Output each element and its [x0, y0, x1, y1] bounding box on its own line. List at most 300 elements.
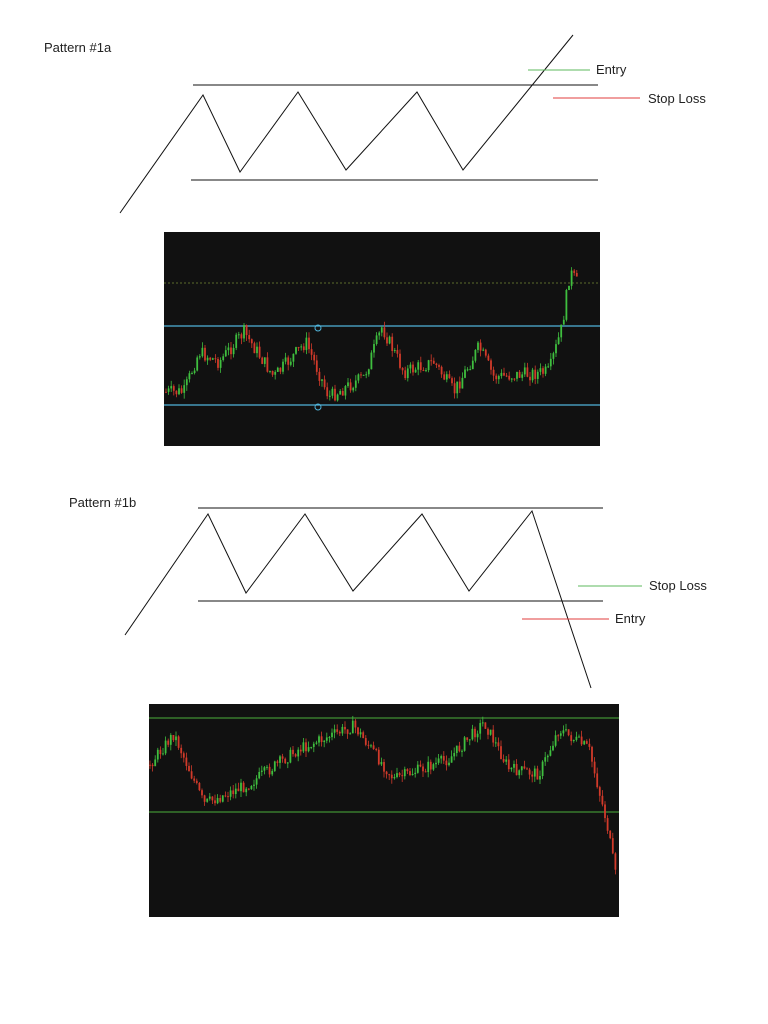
candle-body — [529, 377, 531, 380]
candle-body — [435, 763, 437, 764]
candle-body — [555, 735, 557, 746]
candle-body — [498, 742, 500, 746]
candle-body — [467, 369, 469, 370]
candle-body — [487, 729, 489, 735]
candle-body — [170, 735, 172, 745]
candle-body — [248, 789, 250, 790]
pattern-1a-price-chart — [164, 232, 600, 446]
candle-body — [516, 764, 518, 775]
candle-body — [417, 362, 419, 369]
candle-body — [505, 759, 507, 761]
candle-body — [451, 378, 453, 383]
candle-body — [547, 366, 549, 367]
candle-body — [347, 729, 349, 733]
candle-body — [475, 350, 477, 361]
candle-body — [303, 742, 305, 751]
candle-body — [461, 751, 463, 752]
candle-body — [493, 370, 495, 376]
candle-body — [303, 346, 305, 350]
candle-body — [173, 386, 175, 391]
candle-body — [360, 732, 362, 734]
candle-body — [563, 730, 565, 733]
candle-body — [591, 747, 593, 762]
candle-body — [264, 767, 266, 770]
candle-body — [321, 736, 323, 742]
candle-body — [350, 382, 352, 390]
candle-body — [420, 765, 422, 767]
candle-body — [204, 348, 206, 361]
candle-body — [321, 379, 323, 380]
candle-body — [243, 325, 245, 338]
candle-body — [446, 374, 448, 379]
candle-body — [319, 372, 321, 381]
candle-body — [290, 750, 292, 763]
pattern-1a-entry-label: Entry — [596, 62, 627, 77]
candle-body — [222, 356, 224, 360]
candle-body — [508, 376, 510, 380]
candle-body — [225, 795, 227, 796]
candle-body — [542, 762, 544, 776]
candle-body — [573, 740, 575, 741]
candle-body — [402, 368, 404, 370]
candle-body — [440, 756, 442, 758]
candle-body — [258, 772, 260, 778]
candle-body — [207, 358, 209, 361]
candle-body — [261, 771, 263, 772]
candle-body — [331, 733, 333, 737]
candle-body — [568, 286, 570, 290]
candle-body — [233, 348, 235, 354]
pattern-1b-title: Pattern #1b — [69, 495, 137, 510]
candle-body — [152, 765, 154, 766]
candle-body — [329, 737, 331, 738]
pattern-1b-entry-label: Entry — [615, 611, 646, 626]
candle-body — [394, 777, 396, 778]
candle-body — [396, 773, 398, 777]
candle-body — [560, 733, 562, 735]
candle-body — [542, 368, 544, 374]
candle-body — [266, 767, 268, 768]
candle-body — [217, 359, 219, 368]
candle-body — [202, 348, 204, 356]
candle-body — [375, 749, 377, 750]
candle-body — [599, 787, 601, 796]
candle-body — [495, 742, 497, 743]
candle-body — [596, 773, 598, 787]
candle-body — [264, 357, 266, 364]
candle-body — [566, 290, 568, 320]
candle-body — [570, 735, 572, 741]
candle-body — [178, 388, 180, 394]
candle-body — [381, 762, 383, 764]
candle-body — [316, 743, 318, 744]
candle-body — [602, 796, 604, 805]
candle-body — [370, 745, 372, 746]
candle-body — [272, 371, 274, 375]
candle-body — [576, 273, 578, 277]
candle-body — [235, 335, 237, 348]
candle-body — [381, 327, 383, 332]
candle-body — [550, 359, 552, 367]
candle-body — [433, 361, 435, 364]
candle-body — [326, 387, 328, 396]
candle-body — [298, 347, 300, 348]
candle-body — [425, 771, 427, 772]
candle-body — [300, 346, 302, 347]
candle-body — [500, 746, 502, 759]
candle-body — [466, 737, 468, 740]
candle-body — [438, 758, 440, 762]
candle-body — [399, 354, 401, 368]
candle-body — [477, 343, 479, 350]
candle-body — [243, 783, 245, 792]
candle-body — [511, 379, 513, 380]
candle-body — [256, 778, 258, 784]
candle-body — [160, 750, 162, 754]
candle-body — [251, 339, 253, 343]
candle-body — [368, 369, 370, 374]
candle-body — [521, 766, 523, 770]
candle-body — [358, 374, 360, 380]
candle-body — [324, 379, 326, 387]
candle-body — [245, 789, 247, 793]
candle-body — [482, 722, 484, 723]
candle-body — [394, 350, 396, 351]
candle-body — [308, 747, 310, 751]
candle-body — [573, 271, 575, 273]
candle-body — [196, 357, 198, 370]
candle-body — [157, 750, 159, 760]
candle-body — [220, 360, 222, 368]
candle-body — [430, 762, 432, 770]
candle-body — [326, 737, 328, 740]
candle-body — [261, 358, 263, 364]
candle-body — [615, 853, 617, 869]
candle-body — [545, 367, 547, 374]
candle-body — [323, 741, 325, 742]
candle-body — [527, 367, 529, 376]
candle-body — [534, 769, 536, 777]
candle-body — [209, 797, 211, 799]
candle-body — [464, 737, 466, 750]
candle-body — [449, 374, 451, 378]
candle-body — [267, 357, 269, 371]
candle-body — [225, 350, 227, 356]
candle-body — [503, 759, 505, 762]
candle-body — [446, 761, 448, 766]
candle-body — [557, 735, 559, 736]
candle-body — [248, 335, 250, 339]
candle-body — [279, 756, 281, 763]
candle-body — [578, 737, 580, 738]
candle-body — [386, 772, 388, 775]
candle-body — [292, 750, 294, 754]
candle-body — [540, 368, 542, 372]
candle-body — [586, 741, 588, 744]
candle-body — [417, 765, 419, 773]
candle-body — [433, 764, 435, 769]
candle-body — [581, 737, 583, 745]
candle-body — [422, 766, 424, 771]
candle-body — [168, 388, 170, 391]
candle-body — [293, 354, 295, 362]
candle-body — [253, 785, 255, 786]
candle-body — [347, 382, 349, 386]
candle-body — [550, 750, 552, 755]
candle-body — [568, 729, 570, 735]
pattern-1b-price-path — [125, 511, 591, 688]
candle-body — [282, 756, 284, 758]
candle-body — [282, 362, 284, 372]
candle-body — [459, 382, 461, 389]
candle-body — [376, 335, 378, 344]
candle-body — [565, 729, 567, 730]
candle-body — [443, 374, 445, 379]
candle-body — [391, 337, 393, 351]
candle-body — [274, 761, 276, 770]
candle-body — [241, 334, 243, 338]
candle-body — [300, 750, 302, 752]
candle-body — [576, 737, 578, 740]
candle-body — [516, 372, 518, 379]
candle-body — [498, 376, 500, 379]
candle-body — [503, 373, 505, 376]
candle-body — [173, 735, 175, 740]
candle-body — [448, 763, 450, 765]
candle-body — [479, 723, 481, 734]
candle-body — [329, 396, 331, 397]
candle-body — [404, 769, 406, 776]
candle-body — [456, 746, 458, 753]
candle-body — [188, 766, 190, 771]
candle-body — [553, 353, 555, 359]
candle-body — [251, 786, 253, 789]
candle-body — [604, 804, 606, 818]
candle-body — [209, 358, 211, 360]
candle-body — [589, 744, 591, 747]
candle-body — [311, 349, 313, 355]
candle-body — [511, 768, 513, 769]
candle-body — [563, 320, 565, 325]
candle-body — [285, 357, 287, 361]
candle-body — [423, 370, 425, 371]
candle-body — [552, 746, 554, 751]
candle-body — [399, 773, 401, 775]
candle-body — [415, 370, 417, 373]
candle-body — [594, 762, 596, 774]
candle-body — [397, 350, 399, 354]
candle-body — [524, 766, 526, 768]
candle-body — [571, 271, 573, 286]
pattern-1a-price-path — [120, 35, 573, 213]
candle-body — [297, 750, 299, 757]
candle-body — [149, 765, 151, 766]
candle-body — [383, 762, 385, 772]
candle-body — [456, 382, 458, 394]
candle-body — [193, 779, 195, 781]
candle-body — [430, 360, 432, 361]
candle-body — [178, 736, 180, 747]
candle-body — [246, 325, 248, 335]
candle-body — [609, 831, 611, 838]
candle-body — [175, 736, 177, 740]
candle-body — [186, 379, 188, 385]
candle-body — [256, 347, 258, 353]
candle-body — [295, 754, 297, 756]
candle-body — [165, 392, 167, 393]
candle-body — [472, 361, 474, 369]
candle-body — [269, 767, 271, 775]
candle-body — [232, 790, 234, 794]
candle-body — [254, 343, 256, 353]
candle-body — [167, 741, 169, 745]
candle-body — [583, 741, 585, 744]
candle-body — [228, 348, 230, 351]
candle-body — [414, 773, 416, 774]
candle-body — [436, 364, 438, 365]
candle-body — [420, 362, 422, 370]
candle-body — [462, 378, 464, 389]
candle-body — [227, 796, 229, 797]
candle-body — [215, 358, 217, 359]
candle-body — [464, 370, 466, 378]
candle-body — [290, 362, 292, 365]
candle-body — [162, 753, 164, 754]
candle-body — [313, 744, 315, 747]
candle-body — [547, 756, 549, 757]
candle-body — [534, 370, 536, 379]
candle-body — [389, 337, 391, 344]
pattern-1a-title: Pattern #1a — [44, 40, 112, 55]
candle-body — [544, 757, 546, 761]
candle-body — [459, 746, 461, 752]
candle-body — [412, 774, 414, 775]
candle-body — [360, 374, 362, 375]
candle-body — [404, 370, 406, 378]
candle-body — [519, 372, 521, 378]
candle-body — [280, 368, 282, 372]
candle-body — [407, 769, 409, 771]
candle-body — [230, 348, 232, 355]
candle-body — [472, 729, 474, 740]
candle-body — [342, 727, 344, 733]
candle-body — [409, 771, 411, 775]
candle-body — [531, 775, 533, 777]
candle-body — [480, 343, 482, 351]
candle-body — [388, 774, 390, 775]
candle-body — [492, 730, 494, 743]
candle-body — [334, 729, 336, 732]
candle-body — [469, 739, 471, 740]
candle-body — [410, 365, 412, 369]
candle-body — [212, 358, 214, 360]
candle-body — [295, 347, 297, 354]
candle-body — [391, 775, 393, 779]
candle-body — [495, 376, 497, 380]
candle-body — [514, 379, 516, 380]
candle-body — [521, 374, 523, 377]
candle-body — [477, 734, 479, 738]
candle-body — [212, 797, 214, 801]
candle-body — [482, 350, 484, 351]
candle-body — [355, 381, 357, 388]
candle-body — [201, 790, 203, 795]
pattern-1b-chart-canvas — [149, 704, 619, 917]
candle-body — [342, 391, 344, 396]
candle-body — [199, 783, 201, 790]
candle-body — [427, 762, 429, 772]
candle-body — [539, 776, 541, 779]
candle-body — [501, 373, 503, 376]
candle-body — [196, 781, 198, 783]
candle-body — [271, 771, 273, 774]
candle-body — [362, 732, 364, 738]
candle-body — [612, 838, 614, 853]
candle-body — [316, 360, 318, 371]
pattern-1a-chart-canvas — [164, 232, 600, 446]
candle-body — [204, 795, 206, 801]
candle-body — [555, 344, 557, 353]
candle-body — [529, 770, 531, 775]
candle-body — [513, 764, 515, 768]
candle-body — [186, 758, 188, 766]
candle-body — [336, 729, 338, 732]
candle-body — [488, 356, 490, 361]
candle-body — [386, 337, 388, 343]
candle-body — [259, 347, 261, 358]
candle-body — [508, 759, 510, 769]
candle-body — [365, 374, 367, 375]
candle-body — [607, 818, 609, 831]
candle-body — [371, 353, 373, 370]
candle-body — [441, 367, 443, 375]
candle-body — [284, 759, 286, 763]
candle-body — [318, 736, 320, 742]
candle-body — [308, 338, 310, 350]
candle-body — [518, 770, 520, 775]
candle-body — [191, 771, 193, 778]
candle-body — [287, 763, 289, 764]
candle-body — [490, 360, 492, 369]
candle-body — [339, 391, 341, 395]
candle-body — [363, 375, 365, 376]
candle-body — [332, 389, 334, 396]
candle-body — [451, 756, 453, 762]
candle-body — [537, 769, 539, 780]
candle-body — [425, 370, 427, 371]
candle-body — [206, 799, 208, 802]
candle-body — [214, 800, 216, 803]
candle-body — [352, 721, 354, 734]
candle-body — [269, 371, 271, 372]
candle-body — [485, 722, 487, 728]
candle-body — [357, 727, 359, 734]
candle-body — [277, 761, 279, 762]
candle-body — [344, 727, 346, 729]
candle-body — [189, 373, 191, 379]
candle-body — [506, 376, 508, 377]
candle-body — [194, 371, 196, 374]
candle-body — [526, 768, 528, 769]
candle-body — [558, 337, 560, 344]
candle-body — [407, 368, 409, 378]
candle-body — [384, 327, 386, 337]
candle-body — [352, 388, 354, 391]
candle-body — [170, 386, 172, 388]
candle-body — [490, 730, 492, 735]
candle-body — [230, 790, 232, 796]
candle-body — [485, 350, 487, 356]
